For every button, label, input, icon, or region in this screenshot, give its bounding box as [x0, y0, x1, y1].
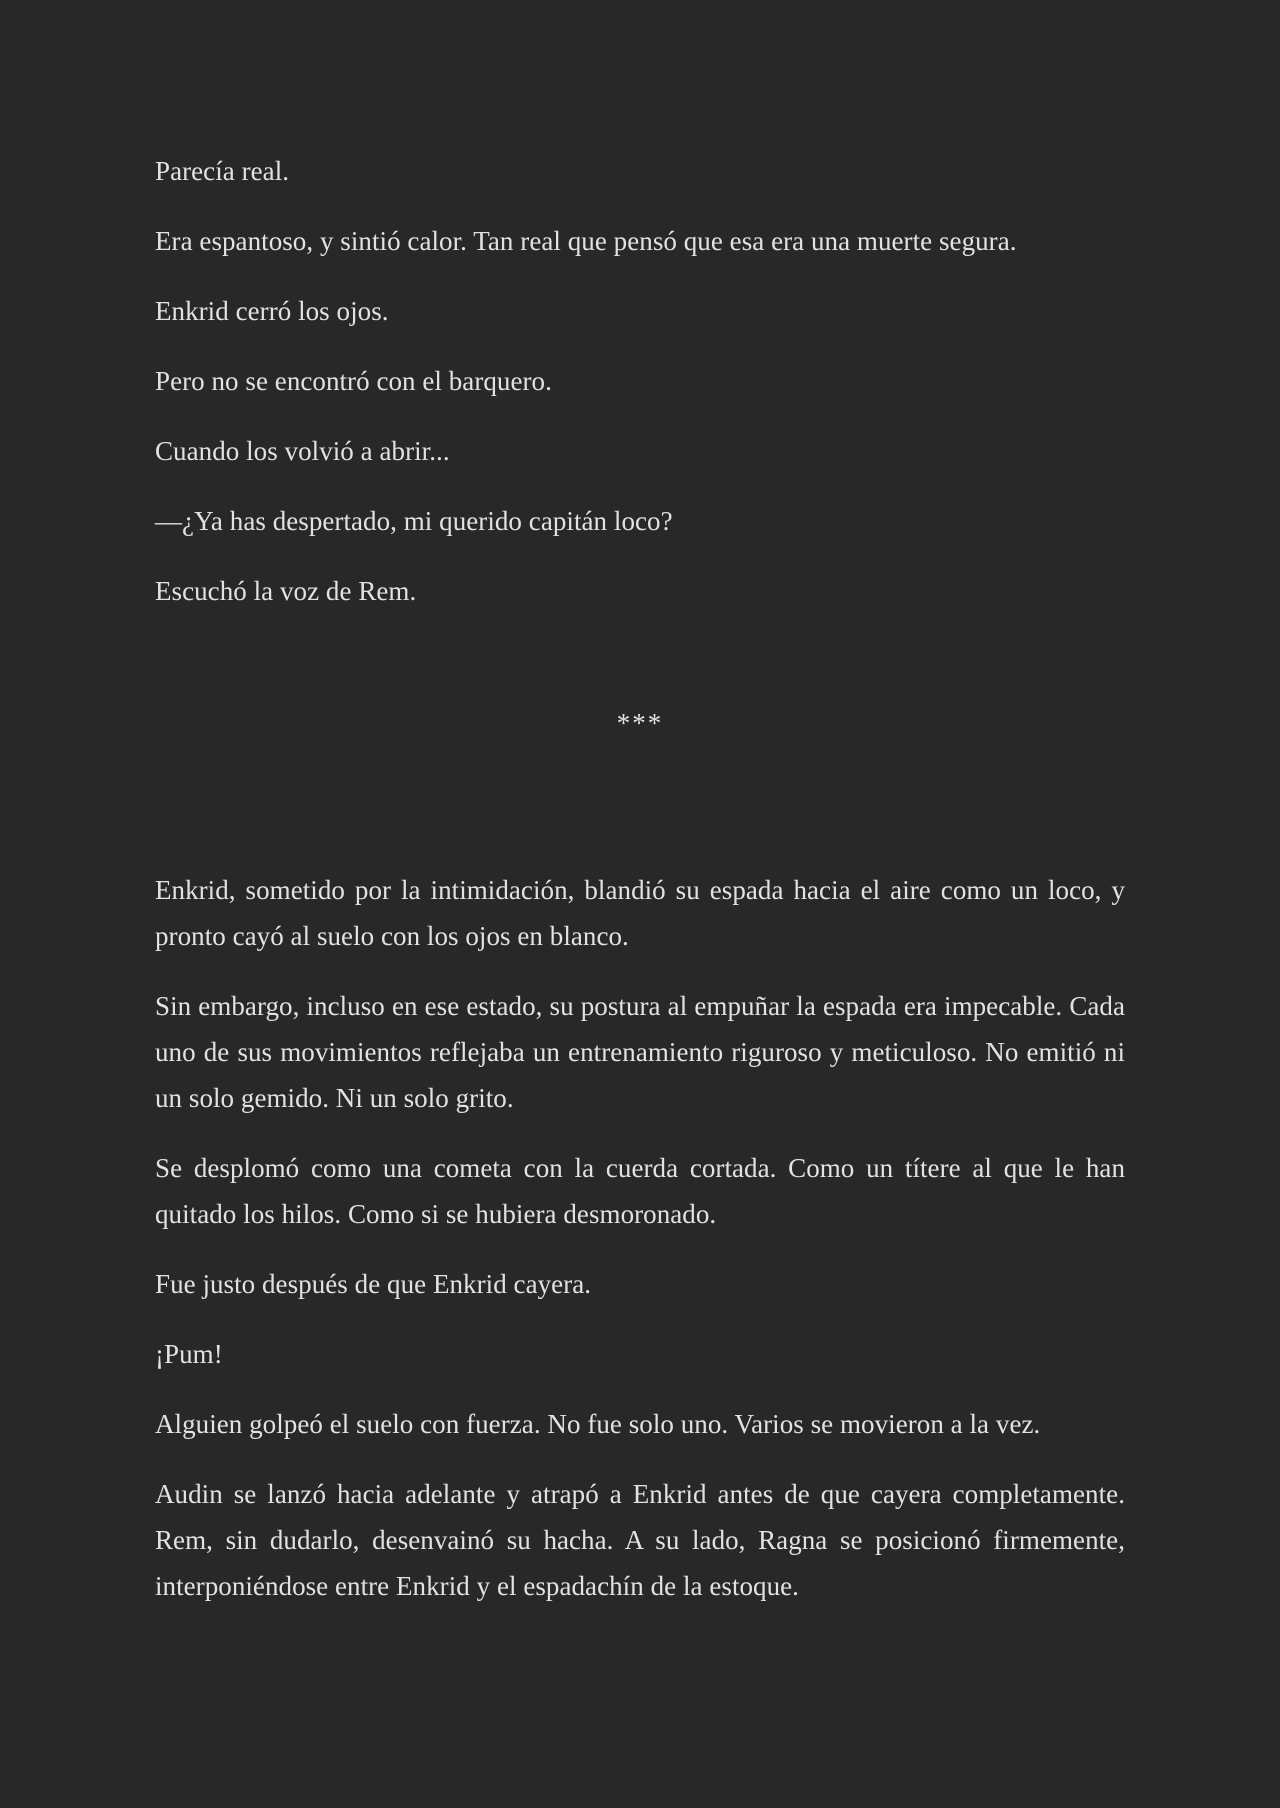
paragraph: Escuchó la voz de Rem. [155, 576, 417, 606]
paragraph: Era espantoso, y sintió calor. Tan real que pensó que esa era una muerte segura. [155, 226, 1017, 256]
paragraph: Parecía real. [155, 156, 290, 186]
text-section-one [155, 148, 1125, 614]
paragraph: Enkrid cerró los ojos. [155, 296, 389, 326]
paragraph: Enkrid, sometido por la intimidación, blandió su espada hacia el aire como un loco, y pronto cayó al suelo con los ojos en blanco. [155, 875, 1125, 951]
text-section-two [155, 867, 1125, 1609]
paragraph: Se desplomó como una cometa con la cuerda cortada. Como un títere al que le han quitado los hilos. Como si se hubiera desmoronado. [155, 1153, 1125, 1229]
paragraph: Pero no se encontró con el barquero. [155, 366, 552, 396]
paragraph: —¿Ya has despertado, mi querido capitán loco? [155, 506, 673, 536]
paragraph: Audin se lanzó hacia adelante y atrapó a Enkrid antes de que cayera completamente. Rem, sin dudarlo, desenvainó su hacha. A su lado, Ragna se posicionó firmemente, interponiéndose entre Enkrid y el espadachín de la estoque. [155, 1479, 1125, 1601]
paragraph: Fue justo después de que Enkrid cayera. [155, 1269, 592, 1299]
paragraph: Cuando los volvió a abrir... [155, 436, 450, 466]
paragraph: Alguien golpeó el suelo con fuerza. No fue solo uno. Varios se movieron a la vez. [155, 1409, 1041, 1439]
reading-page [155, 148, 1125, 1633]
paragraph: Sin embargo, incluso en ese estado, su postura al empuñar la espada era impecable. Cada uno de sus movimientos reflejaba un entrenamiento riguroso y meticuloso. No emitió ni un solo gemido. Ni un solo grito. [155, 991, 1125, 1113]
paragraph: ¡Pum! [155, 1339, 223, 1369]
scene-separator: *** [616, 708, 664, 738]
